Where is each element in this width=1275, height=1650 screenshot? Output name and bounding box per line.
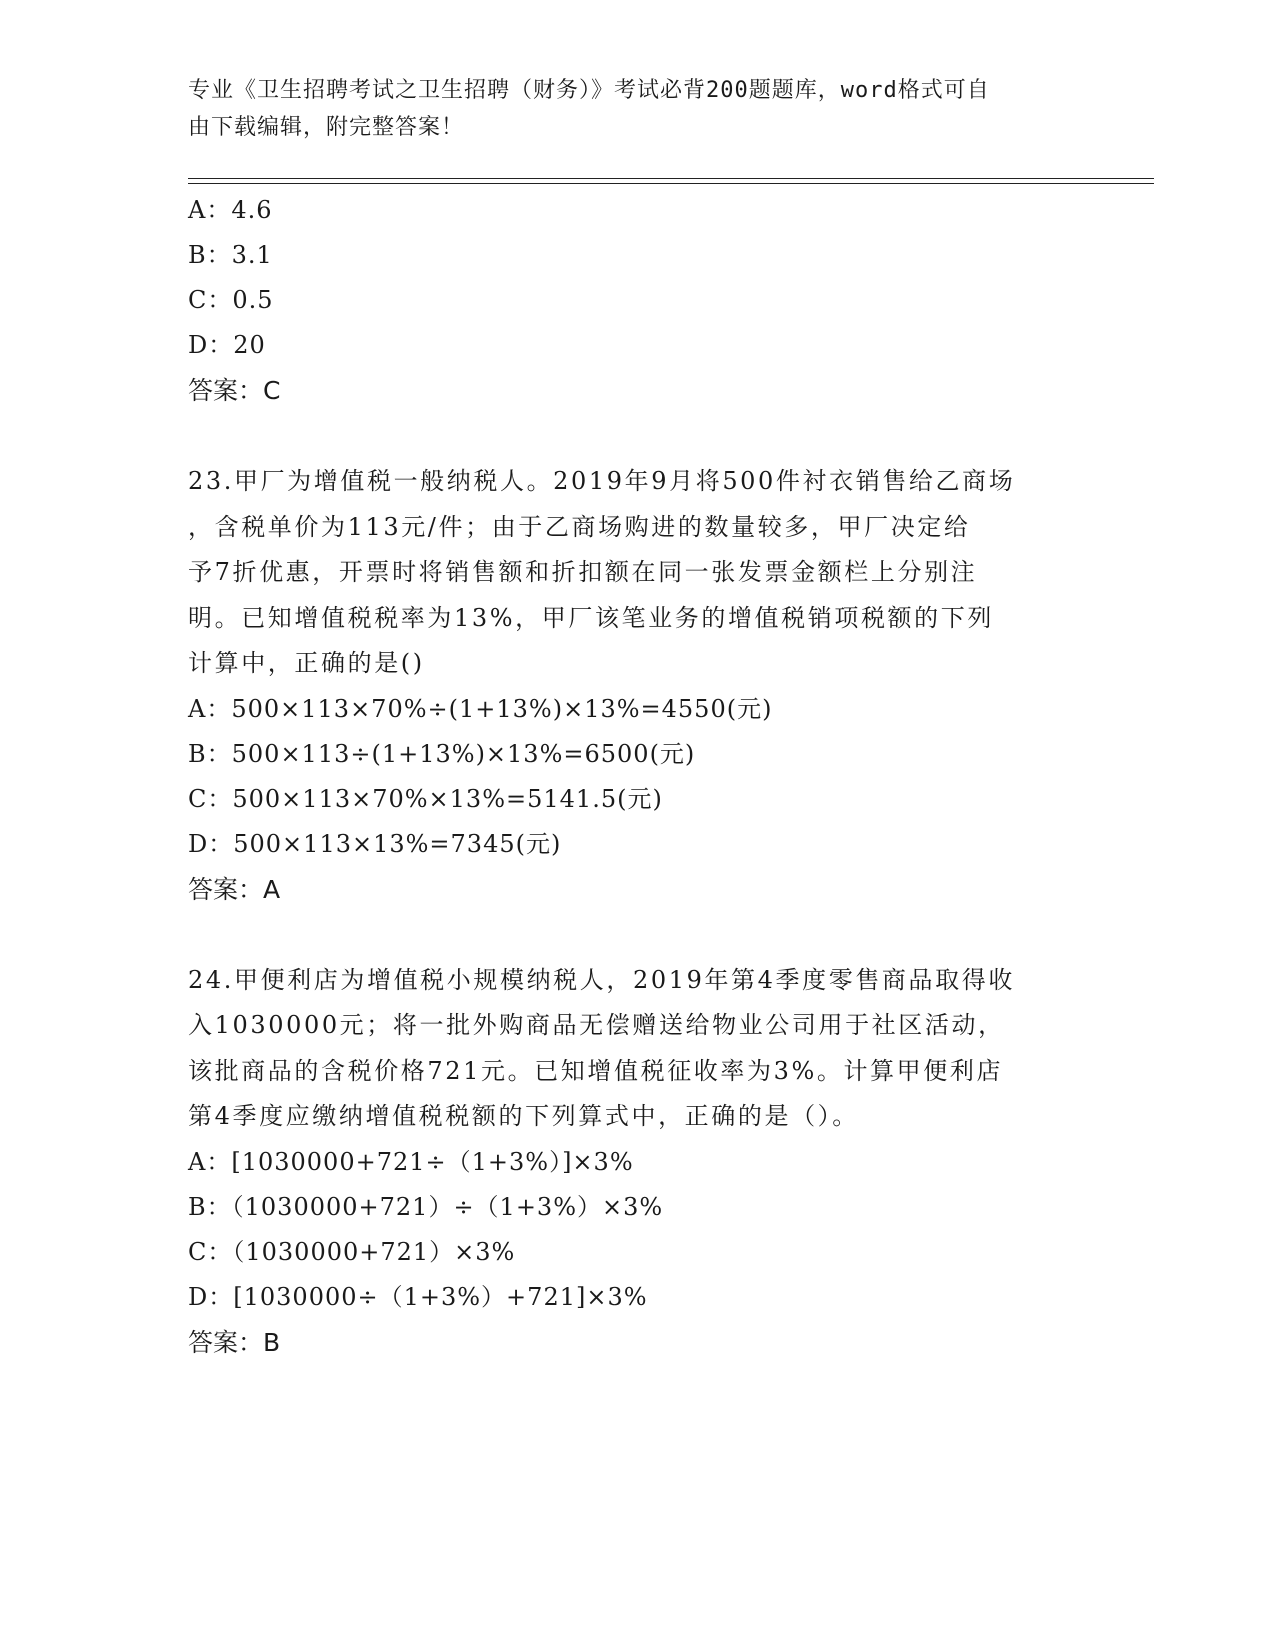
option-text: （1030000+721）×3% xyxy=(232,1237,516,1266)
option-d xyxy=(188,1275,1088,1320)
question-line: ，含税单价为113元/件；由于乙商场购进的数量较多，甲厂决定给 xyxy=(188,512,971,541)
spacer xyxy=(188,912,1088,958)
prev-question-block xyxy=(188,188,1088,413)
option-a xyxy=(188,687,1088,732)
spacer xyxy=(188,413,1088,459)
option-text: 4.6 xyxy=(231,196,273,224)
option-label: C： xyxy=(188,1237,233,1266)
option-b xyxy=(188,233,1088,278)
document-header xyxy=(188,72,1068,146)
question-line: 予7折优惠，开票时将销售额和折扣额在同一张发票金额栏上分别注 xyxy=(188,558,978,586)
header-line-1: 专业《卫生招聘考试之卫生招聘（财务）》考试必背200题题库，word格式可自 xyxy=(188,78,990,103)
option-label: A： xyxy=(188,196,232,224)
document-body xyxy=(188,188,1088,1365)
question-line: 23.甲厂为增值税一般纳税人。2019年9月将500件衬衣销售给乙商场 xyxy=(188,467,1016,495)
option-b xyxy=(188,732,1088,777)
option-label: D： xyxy=(188,1282,234,1311)
question-24-text xyxy=(188,958,1058,1140)
option-text: [1030000÷（1+3%）+721]×3% xyxy=(233,1282,648,1311)
option-text: 500×113×13%=7345(元) xyxy=(233,829,562,858)
answer-line: 答案：B xyxy=(188,1327,281,1357)
question-23-text xyxy=(188,459,1058,687)
option-label: C： xyxy=(188,286,233,314)
answer-line: 答案：C xyxy=(188,376,281,405)
question-line: 计算中，正确的是() xyxy=(188,649,425,677)
option-label: B： xyxy=(188,1192,232,1221)
option-label: A： xyxy=(188,694,232,723)
option-a xyxy=(188,1140,1088,1185)
option-text: （1030000+721）÷（1+3%）×3% xyxy=(231,1192,664,1221)
question-24-block xyxy=(188,958,1088,1365)
option-label: C： xyxy=(188,784,233,813)
option-label: B： xyxy=(188,739,232,768)
option-c xyxy=(188,278,1088,323)
option-text: 500×113÷(1+13%)×13%=6500(元) xyxy=(231,739,696,768)
option-label: D： xyxy=(188,331,234,359)
option-text: [1030000+721÷（1+3%）]×3% xyxy=(231,1147,634,1176)
option-text: 500×113×70%÷(1+13%)×13%=4550(元) xyxy=(231,694,773,723)
question-line: 明。已知增值税税率为13%，甲厂该笔业务的增值税销项税额的下列 xyxy=(188,603,994,632)
header-divider-top xyxy=(188,178,1154,179)
option-label: B： xyxy=(188,241,232,269)
question-line: 入1030000元；将一批外购商品无偿赠送给物业公司用于社区活动， xyxy=(188,1011,1005,1039)
option-d xyxy=(188,822,1088,867)
option-c xyxy=(188,777,1088,822)
option-b xyxy=(188,1185,1088,1230)
option-a xyxy=(188,188,1088,233)
header-divider-bottom xyxy=(188,183,1154,184)
header-line-2: 由下载编辑，附完整答案！ xyxy=(188,115,465,140)
question-23-block xyxy=(188,459,1088,912)
option-d xyxy=(188,323,1088,368)
answer-line: 答案：A xyxy=(188,874,281,904)
option-label: D： xyxy=(188,829,234,858)
option-text: 3.1 xyxy=(231,241,273,269)
question-line: 该批商品的含税价格721元。已知增值税征收率为3%。计算甲便利店 xyxy=(188,1056,1004,1085)
question-line: 24.甲便利店为增值税小规模纳税人，2019年第4季度零售商品取得收 xyxy=(188,965,1015,994)
question-line: 第4季度应缴纳增值税税额的下列算式中，正确的是（）。 xyxy=(188,1102,859,1130)
option-label: A： xyxy=(188,1147,232,1176)
option-text: 20 xyxy=(233,331,266,359)
option-c xyxy=(188,1230,1088,1275)
option-text: 500×113×70%×13%=5141.5(元) xyxy=(232,784,663,813)
option-text: 0.5 xyxy=(232,286,274,314)
